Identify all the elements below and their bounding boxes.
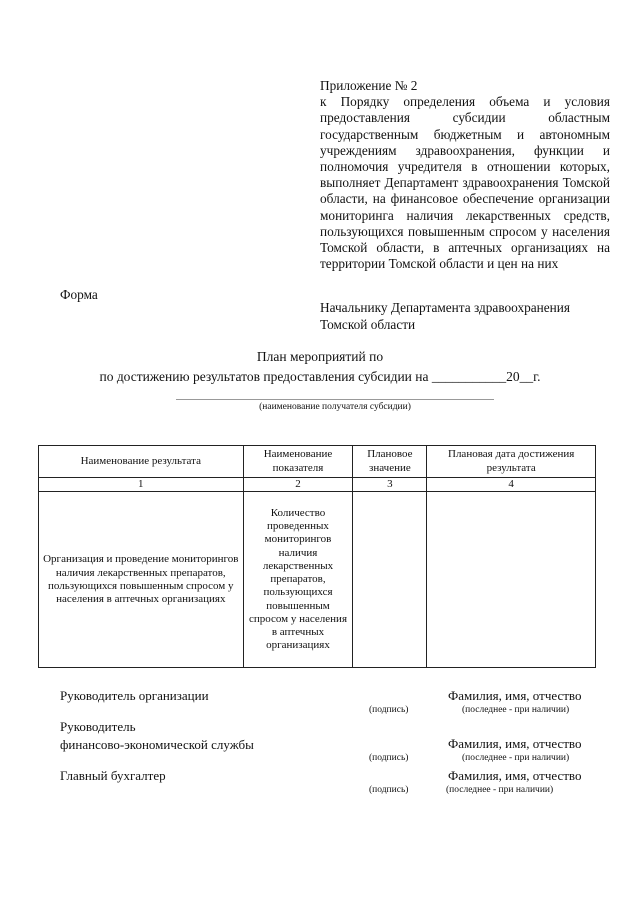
appendix-text: к Порядку определения объема и условия предоставления субсидии областным государственным бюджетным и автономным учреждениям здравоохранения, функции и полномочия учредителя в отношении которых, выполняет Департамент здравоохранения Томской области, на финансовое обеспечение организации мониторинга наличия лекарственных средств, пользующихся повышенным спросом у населения Томской области, в аптечных организациях на территории Томской области и цен на них xyxy=(320,94,610,272)
head-signature-caption: (подпись) xyxy=(369,705,409,715)
addressee-line-1: Начальнику Департамента здравоохранения xyxy=(320,300,571,315)
finance-label-2: финансово-экономической службы xyxy=(60,737,254,752)
results-table xyxy=(38,445,596,668)
head-name-caption: (последнее - при наличии) xyxy=(462,705,570,715)
head-name-label: Фамилия, имя, отчество xyxy=(448,688,582,703)
header-planned-value: Плановое значение xyxy=(353,446,427,478)
accountant-name-label: Фамилия, имя, отчество xyxy=(448,768,582,783)
form-label: Форма xyxy=(60,287,98,302)
finance-name-caption: (последнее - при наличии) xyxy=(462,753,570,763)
table-number-row xyxy=(39,478,596,492)
header-indicator: Наименование показателя xyxy=(243,446,353,478)
cell-result: Организация и проведение мониторингов наличия лекарственных препаратов, пользующихся повышенным спросом у населения в аптечных организациях xyxy=(39,492,244,668)
finance-signature-caption: (подпись) xyxy=(369,753,409,763)
header-result: Наименование результата xyxy=(39,446,244,478)
column-number: 2 xyxy=(243,478,353,492)
column-number: 4 xyxy=(427,478,596,492)
appendix-block xyxy=(320,78,610,272)
appendix-title: Приложение № 2 xyxy=(320,78,418,93)
cell-indicator: Количество проведенных мониторингов наличия лекарственных препаратов, пользующихся повышенным спросом у населения в аптечных организациях xyxy=(243,492,353,668)
accountant-name-caption: (последнее - при наличии) xyxy=(446,785,554,795)
finance-label-1: Руководитель xyxy=(60,719,136,734)
recipient-line xyxy=(176,399,494,400)
column-number: 1 xyxy=(39,478,244,492)
column-number: 3 xyxy=(353,478,427,492)
head-label: Руководитель организации xyxy=(60,688,209,703)
plan-subtitle: по достижению результатов предоставления субсидии на ___________20__г. xyxy=(99,369,541,384)
plan-title: План мероприятий по xyxy=(256,349,384,364)
addressee-line-2: Томской области xyxy=(320,316,416,332)
recipient-caption: (наименование получателя субсидии) xyxy=(259,402,411,412)
accountant-signature-caption: (подпись) xyxy=(369,785,409,795)
header-planned-date: Плановая дата достижения результата xyxy=(427,446,596,478)
table-row xyxy=(39,492,596,668)
cell-planned-date xyxy=(427,492,596,668)
table-header-row xyxy=(39,446,596,478)
addressee-block xyxy=(320,300,610,333)
finance-name-label: Фамилия, имя, отчество xyxy=(448,736,582,751)
accountant-label: Главный бухгалтер xyxy=(60,768,166,783)
cell-planned-value xyxy=(353,492,427,668)
